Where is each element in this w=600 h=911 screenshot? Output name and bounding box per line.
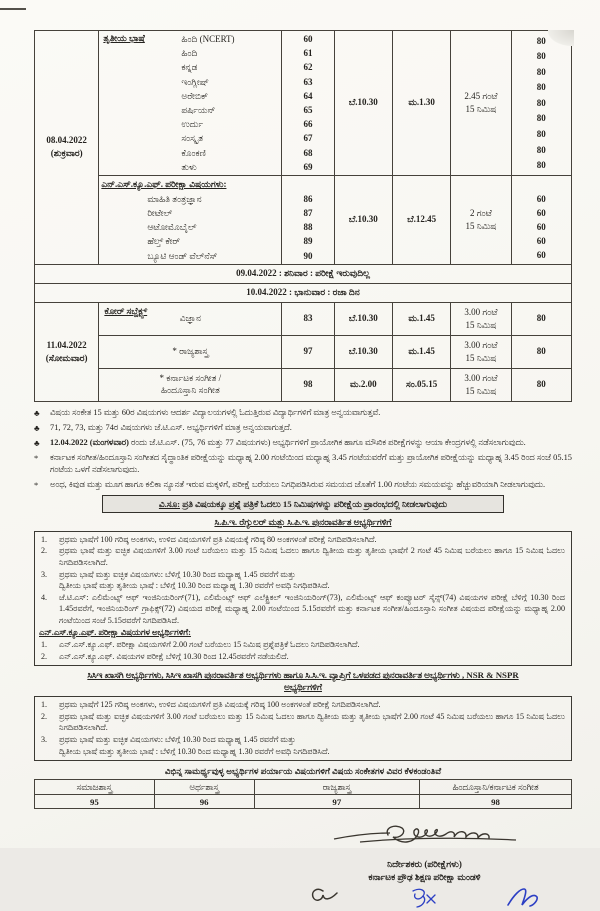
subject-code: 63 [303, 76, 313, 87]
list-number: 2. [41, 711, 48, 721]
list-number: 3. [41, 735, 48, 745]
subject-name: ಅರೇಬಿಕ್ [181, 90, 209, 101]
marks-value: 80 [536, 144, 546, 155]
subject-code: 65 [303, 104, 313, 115]
notice-label: ವಿ.ಸೂ: [158, 498, 180, 509]
subject-name [101, 370, 279, 400]
list-item [39, 711, 565, 734]
code-list [284, 32, 331, 174]
duration-cell [451, 31, 511, 176]
duration-line: 3.00 ಗಂಟೆ [464, 373, 498, 384]
table-row-nsqf [35, 175, 572, 264]
subject-group-cell [99, 368, 282, 401]
duration-line: 15 ನಿಮಿಷ [465, 220, 497, 231]
alt-column-header: ಸಮಾಜಶಾಸ್ತ್ರ [35, 780, 155, 795]
note-item [34, 437, 572, 450]
scan-artifact [0, 8, 26, 10]
holiday-note: 10.04.2022 : ಭಾನುವಾರ : ರಜಾ ದಿನ [35, 283, 572, 302]
list-number: 1. [41, 700, 48, 710]
subject-name: ಹಿಂದಿ [181, 48, 198, 59]
alt-column-header: ಅರ್ಥಶಾಸ್ತ್ರ [154, 780, 254, 795]
notice-box [102, 495, 504, 513]
exam-date: 11.04.2022 [46, 339, 87, 350]
list-number: 2. [41, 651, 48, 661]
exam-day: (ಸೋಮವಾರ) [45, 352, 88, 363]
duration-line: 2 ಗಂಟೆ [470, 208, 492, 219]
blue-signature-mark [504, 885, 540, 911]
subject-group-cell [99, 335, 282, 368]
marks-value: 60 [536, 236, 546, 247]
table-row-day1 [35, 31, 572, 176]
exam-date: 08.04.2022 [46, 135, 87, 146]
subject-code: 69 [303, 161, 313, 172]
list-item [39, 639, 565, 651]
subject-group-cell [99, 302, 282, 335]
list-text: ಪ್ರಥಮ ಭಾಷೆ ಮತ್ತು ಐಚ್ಛಿಕ ವಿಷಯಗಳಿಗೆ 3.00 ಗಂಟೆ ಬರೆಯಲು ಮತ್ತು 15 ನಿಮಿಷ ಓದಲು ಹಾಗೂ ದ್ವಿತೀಯ ಮತ್ತು ತೃತೀಯ ಭಾಷೆಗೆ 2 ಗಂಟೆ 45 ನಿಮಿಷ ಬರೆಯಲು ಹಾಗೂ 15 ನಿಮಿಷ ಓದಲು ನಿಗದಿಪಡಿಸಲಾಗಿದೆ. [59, 546, 565, 567]
start-time-cell: ಬೆ.10.30 [334, 31, 392, 176]
signatory-title: ನಿರ್ದೇಶಕರು (ಪರೀಕ್ಷೆಗಳು) [387, 859, 462, 870]
marks-value: 80 [536, 113, 546, 124]
list-item [39, 699, 565, 711]
marks-value: 80 [536, 160, 546, 171]
cpe-section-heading: ಸಿ.ಪಿ.ಇ. ರೆಗ್ಯುಲರ್ ಮತ್ತು ಸಿ.ಪಿ.ಇ. ಪುನರಾವರ್ತಿತ ಅಭ್ಯರ್ಥಿಗಳಿಗೆ [214, 516, 392, 527]
list-text: ಪ್ರಥಮ ಭಾಷೆ ಮತ್ತು ಐಚ್ಛಿಕ ವಿಷಯಗಳು: ಬೆಳಿಗ್ಗೆ 10.30 ರಿಂದ ಮಧ್ಯಾಹ್ನ 1.45 ರವರೆಗೆ ಮತ್ತು [59, 735, 296, 745]
alt-column-header: ರಾಜ್ಯಶಾಸ್ತ್ರ [254, 780, 419, 795]
subject-code: 60 [303, 34, 313, 44]
notes-section [34, 407, 572, 492]
alt-subject-code: 97 [254, 795, 419, 809]
nsqf-subject-cell [99, 175, 282, 264]
private-heading-line1: ಸಿಸಿಇ ಖಾಸಗಿ ಅಭ್ಯರ್ಥಿಗಳು, ಸಿಸಿಇ ಖಾಸಗಿ ಪುನರಾವರ್ತಿತ ಅಭ್ಯರ್ಥಿಗಳು ಹಾಗೂ ಸಿ.ಸಿ.ಇ. ವ್ಯಾಪ್ತಿಗೆ ಒಳಪಡದ ಪುನರಾವರ್ತಿತ ಅಭ್ಯರ್ಥಿಗಳು , NSR & NSPR [87, 670, 519, 681]
subject-code: 87 [303, 208, 313, 219]
nsqf-header: ಎನ್.ಎಸ್.ಕ್ಯೂ.ಎಫ್. ಪರೀಕ್ಷಾ ವಿಷಯಗಳು: [101, 178, 227, 189]
spacer [514, 177, 569, 192]
spacer [284, 177, 331, 192]
subject-code: 86 [303, 193, 313, 204]
note-body: ವಿಷಯ ಸಂಕೇತ 15 ಮತ್ತು 60ರ ವಿಷಯಗಳು ಆದರ್ಶ ವಿದ್ಯಾಲಯಗಳಲ್ಲಿ ಓದುತ್ತಿರುವ ವಿದ್ಯಾರ್ಥಿಗಳಿಗೆ ಮಾತ್ರ ಅನ್ವಯವಾಗುತ್ತವೆ. [50, 407, 381, 417]
note-item [34, 452, 572, 477]
start-time-cell: ಬೆ.10.30 [334, 175, 392, 264]
group-label: ಕೋರ್ ಸಬ್ಜೆಕ್ಟ್ಸ್ [104, 305, 148, 316]
list-item [39, 545, 565, 568]
end-time-cell: ಮ.1.45 [392, 302, 450, 335]
alt-column-header: ಹಿಂದೂಸ್ತಾನಿ/ಕರ್ನಾಟಕ ಸಂಗೀತ [420, 780, 572, 795]
duration-line: 3.00 ಗಂಟೆ [464, 340, 498, 351]
list-item [39, 592, 565, 627]
marks-value: 80 [536, 35, 546, 46]
group-label: ತೃತೀಯ ಭಾಷೆ [103, 33, 145, 43]
subject-name: ಕೊಂಕಣಿ [181, 147, 206, 158]
list-number: 1. [41, 640, 48, 650]
list-item [39, 534, 565, 546]
exam-day: (ಶುಕ್ರವಾರ) [50, 148, 83, 159]
list-text: ದ್ವಿತೀಯ ಭಾಷೆ ಮತ್ತು ತೃತೀಯ ಭಾಷೆ : ಬೆಳಿಗ್ಗೆ 10.30 ರಿಂದ ಮಧ್ಯಾಹ್ನ 1.30 ರವರೆಗೆ ಅವಧಿ ನಿಗದಿಪಡಿಸಿದೆ. [59, 746, 330, 756]
marks-value: 80 [511, 302, 571, 335]
marks-cell [511, 31, 571, 176]
note-text [50, 452, 572, 477]
club-bullet-icon: ♣ [34, 407, 40, 418]
subject-name: ಇಂಗ್ಲೀಷ್ [181, 76, 209, 87]
note-item [34, 422, 572, 435]
note-item [34, 479, 572, 492]
note-body: 71, 72, 73, ಮತ್ತು 74ರ ವಿಷಯಗಳು ಜೆ.ಟಿ.ಎಸ್. ಅಭ್ಯರ್ಥಿಗಳಿಗೆ ಮಾತ್ರ ಅನ್ವಯವಾಗುತ್ತದೆ. [50, 422, 292, 432]
marks-stack [514, 33, 569, 173]
table-row-day2 [35, 302, 572, 335]
list-text: ಪ್ರಥಮ ಭಾಷೆಗೆ 125 ಗರಿಷ್ಠ ಅಂಕಗಳು, ಉಳಿದ ವಿಷಯಗಳಿಗೆ ಪ್ರತಿ ವಿಷಯಕ್ಕೆ ಗರಿಷ್ಠ 100 ಅಂಕಗಳಂತೆ ಪರೀಕ್ಷೆ ನಿಗದಿಪಡಿಸಲಾಗಿದೆ. [59, 700, 381, 710]
duration-line: 15 ನಿಮಿಷ [465, 103, 497, 114]
subject-name: * ರಾಜ್ಯಶಾಸ್ತ್ರ [172, 346, 209, 357]
duration-line: 2.45 ಗಂಟೆ [464, 91, 498, 102]
subject-name: ಮಾಹಿತಿ ತಂತ್ರಜ್ಞಾನ [147, 193, 202, 204]
subject-code: 88 [303, 222, 313, 233]
notice-text: ಪ್ರತಿ ವಿಷಯಕ್ಕೂ ಪ್ರಶ್ನೆ ಪತ್ರಿಕೆ ಓದಲು 15 ನಿಮಿಷಗಳನ್ನು ಪರೀಕ್ಷೆಯ ಪ್ರಾರಂಭದಲ್ಲಿ ನೀಡಲಾಗುವುದು [180, 498, 448, 509]
list-text: ಪ್ರಥಮ ಭಾಷೆ ಮತ್ತು ಐಚ್ಛಿಕ ವಿಷಯಗಳು: ಬೆಳಿಗ್ಗೆ 10.30 ರಿಂದ ಮಧ್ಯಾಹ್ನ 1.45 ರವರೆಗೆ ಮತ್ತು [59, 569, 296, 579]
subject-name: ರೀಟೇಲ್ [147, 208, 173, 219]
duration-cell [451, 175, 511, 264]
list-text: ಪ್ರಥಮ ಭಾಷೆಗೆ 100 ಗರಿಷ್ಠ ಅಂಕಗಳು, ಉಳಿದ ವಿಷಯಗಳಿಗೆ ಪ್ರತಿ ವಿಷಯಕ್ಕೆ ಗರಿಷ್ಠ 80 ಅಂಕಗಳಂತೆ ಪರೀಕ್ಷೆ ನಿಗದಿಪಡಿಸಲಾಗಿದೆ. [59, 534, 377, 544]
duration-line: 3.00 ಗಂಟೆ [464, 307, 498, 318]
asterisk-bullet-icon: * [34, 480, 39, 491]
marks-value: 80 [536, 51, 546, 62]
marks-value: 80 [536, 82, 546, 93]
table-row-day2 [35, 335, 572, 368]
subject-name: ಬ್ಯೂಟಿ ಆಂಡ್ ವೆಲ್‌ನೆಸ್ [147, 250, 218, 261]
list-text: ಪ್ರಥಮ ಭಾಷೆ ಮತ್ತು ಐಚ್ಛಿಕ ವಿಷಯಗಳಿಗೆ 3.00 ಗಂಟೆ ಬರೆಯಲು ಮತ್ತು 15 ನಿಮಿಷ ಓದಲು ಹಾಗೂ ದ್ವಿತೀಯ ಮತ್ತು ತೃತೀಯ ಭಾಷೆಗೆ 2.00 ಗಂಟೆ 45 ನಿಮಿಷ ಬರೆಯಲು ಹಾಗೂ 15 ನಿಮಿಷ ಓದಲು ನಿಗದಿಪಡಿಸಲಾಗಿದೆ. [59, 711, 565, 733]
exam-date-cell [35, 302, 99, 401]
note-bold: 12.04.2022 (ಮಂಗಳವಾರ) [50, 437, 129, 447]
list-number: 1. [41, 534, 48, 544]
nsqf-candidates-heading: ಎನ್.ಎಸ್.ಕ್ಯೂ.ಎಫ್. ಪರೀಕ್ಷಾ ವಿಷಯಗಳ ಅಭ್ಯರ್ಥಿಗಳಿಗೆ: [39, 627, 191, 637]
exam-date-cell [35, 31, 99, 265]
subject-name-line: ಹಿಂದೂಸ್ತಾನಿ ಸಂಗೀತ [160, 384, 220, 395]
subject-group-cell [99, 31, 282, 176]
subject-name: ಉರ್ದು [181, 119, 204, 130]
subject-code: 67 [303, 133, 313, 144]
subject-code: 64 [303, 90, 313, 101]
marks-value: 80 [511, 368, 571, 401]
subject-code: 98 [282, 368, 334, 401]
end-time-cell: ಬೆ.12.45 [392, 175, 450, 264]
marks-value: 60 [536, 222, 546, 233]
alt-header-row [35, 780, 572, 795]
table-row-holiday [35, 283, 572, 302]
note-text [50, 479, 572, 492]
subject-name: ಹಿಂದಿ (NCERT) [181, 34, 235, 44]
subject-code: 90 [303, 250, 313, 261]
subject-name: ಆಟೋಮೊಬೈಲ್ [147, 222, 197, 233]
marks-value: 80 [536, 66, 546, 77]
note-body: ಅಂಧ, ಕಿವುಡ ಮತ್ತು ಮೂಗ ಹಾಗೂ ಕಲಿಕಾ ನ್ಯೂನತೆ ಇರುವ ಮಕ್ಕಳಿಗೆ, ಪರೀಕ್ಷೆ ಬರೆಯಲು ನಿಗಧಿಪಡಿಸಿರುವ ಸಮಯದ ಜೊತೆಗೆ 1.00 ಗಂಟೆಯ ಸಮಯವನ್ನು ಹೆಚ್ಚುವರಿಯಾಗಿ ನೀಡಲಾಗುವುದು. [50, 480, 546, 490]
list-number: 3. [41, 569, 48, 579]
subject-code: 97 [282, 335, 334, 368]
marks-value: 80 [536, 128, 546, 139]
note-item [34, 407, 572, 420]
private-heading-line2: ಅಭ್ಯರ್ಥಿಗಳಿಗೆ [284, 682, 322, 693]
duration-cell [451, 302, 511, 335]
marks-cell [511, 175, 571, 264]
duration-cell [451, 368, 511, 401]
end-time-cell: ಸಂ.05.15 [392, 368, 450, 401]
ink-initial-mark [309, 885, 339, 907]
alt-subject-code: 95 [35, 795, 155, 809]
asterisk-bullet-icon: * [34, 452, 39, 463]
end-time-cell: ಮ.1.45 [392, 335, 450, 368]
marks-value: 80 [536, 97, 546, 108]
list-text: ಎನ್.ಎಸ್.ಕ್ಯೂ.ಎಫ್. ಪರೀಕ್ಷಾ ವಿಷಯಗಳಿಗೆ 2.00 ಗಂಟೆ ಬರೆಯಲು 15 ನಿಮಿಷ ಪ್ರಶ್ನೆಪತ್ರಿಕೆ ಓದಲು ನಿಗದಿಪಡಿಸಲಾಗಿದೆ. [59, 640, 360, 650]
signatory-organization: ಕರ್ನಾಟಕ ಪ್ರೌಢ ಶಿಕ್ಷಣ ಪರೀಕ್ಷಾ ಮಂಡಳಿ [368, 872, 481, 883]
signature-block [307, 819, 542, 911]
private-rules-box [34, 696, 572, 761]
subject-code: 66 [303, 119, 313, 130]
subject-code-cell [282, 31, 334, 176]
table-row-day2 [35, 368, 572, 401]
note-text [50, 407, 572, 420]
marks-value: 60 [536, 208, 546, 219]
director-signature [330, 819, 520, 853]
list-item [39, 734, 565, 757]
nsqf-code-cell [282, 175, 334, 264]
duration-line: 15 ನಿಮಿಷ [465, 319, 497, 330]
subject-code: 83 [282, 302, 334, 335]
note-text [50, 422, 572, 435]
subject-name: ಹೆಲ್ತ್ ಕೇರ್ [147, 236, 181, 247]
subject-code: 61 [303, 48, 313, 59]
duration-line: 15 ನಿಮಿಷ [465, 352, 497, 363]
list-number: 4. [41, 592, 48, 602]
code-list [284, 192, 331, 263]
blue-initial-mark [405, 885, 439, 911]
subject-name-line: * ಕರ್ನಾಟಕ ಸಂಗೀತ / [159, 373, 222, 384]
start-time-cell: ಬೆ.10.30 [334, 302, 392, 335]
start-time-cell: ಮ.2.00 [334, 368, 392, 401]
club-bullet-icon: ♣ [34, 422, 40, 433]
list-text: ದ್ವಿತೀಯ ಭಾಷೆ ಮತ್ತು ತೃತೀಯ ಭಾಷೆ : ಬೆಳಿಗ್ಗೆ 10.30 ರಿಂದ ಮಧ್ಯಾಹ್ನ 1.30 ರವರೆಗೆ ಅವಧಿ ನಿಗಧಿಪಡಿಸಿದೆ. [59, 581, 330, 591]
list-item [39, 651, 565, 663]
ink-marks-row [307, 885, 542, 911]
marks-stack [514, 192, 569, 262]
alt-subjects-table [34, 779, 572, 809]
duration-line: 15 ನಿಮಿಷ [465, 385, 497, 396]
end-time-cell: ಮ.1.30 [392, 31, 450, 176]
alt-subject-code: 96 [154, 795, 254, 809]
start-time-cell: ಬೆ.10.30 [334, 335, 392, 368]
list-text: ಜೆ.ಟಿ.ಎಸ್: ಎಲಿಮೆಂಟ್ಸ್ ಆಫ್ ಇಂಜಿನಿಯರಿಂಗ್(71), ಎಲಿಮೆಂಟ್ಸ್ ಆಫ್ ಎಲೆಕ್ಟ್ರಿಕಲ್ ಇಂಜಿನಿಯರಿಂಗ್(73), ಎಲಿಮೆಂಟ್ಸ್ ಆಫ್ ಕಂಪ್ಯೂಟರ್ ಸೈನ್ಸ್(74) ವಿಷಯಗಳ ಪರೀಕ್ಷೆ ಬೆಳಿಗ್ಗೆ 10.30 ರಿಂದ 1.45ರವರೆಗೆ, ಇಂಜಿನಿಯರಿಂಗ್ ಗ್ರಾಫಿಕ್ಸ್(72) ವಿಷಯದ ಪರೀಕ್ಷೆ ಮಧ್ಯಾಹ್ನ 2.00 ಗಂಟೆಯಿಂದ 5.15ರವರೆಗೆ ಮತ್ತು ಕರ್ನಾಟಕ ಸಂಗೀತ/ಹಿಂದೂಸ್ತಾನಿ ಸಂಗೀತ ವಿಷಯದ ಪರೀಕ್ಷೆಯನ್ನು ಮಧ್ಯಾಹ್ನ 2.00 ಗಂಟೆಯಿಂದ ಸಂಜೆ 5.15ರವರೆಗೆ ನಿಗದಿಪಡಿಸಿದೆ. [59, 592, 565, 625]
table-row-holiday [35, 264, 572, 283]
subject-name: ಕನ್ನಡ [181, 62, 198, 73]
duration-cell [451, 335, 511, 368]
marks-value: 60 [536, 250, 546, 261]
subject-list [181, 32, 279, 174]
list-number: 2. [41, 546, 48, 556]
marks-value: 60 [536, 194, 546, 205]
subject-name: ಪರ್ಷಿಯನ್ [181, 104, 216, 115]
alt-subjects-heading: ವಿಭಿನ್ನ ಸಾಮರ್ಥ್ಯವುಳ್ಳ ಅಭ್ಯರ್ಥಿಗಳ ಪರ್ಯಾಯ ವಿಷಯಗಳಿಗೆ ವಿಷಯ ಸಂಕೇತಗಳ ವಿವರ ಕೆಳಕಂಡಂತಿವೆ [164, 766, 442, 777]
note-body: ರಂದು ಜೆ.ಟಿ.ಎಸ್. (75, 76 ಮತ್ತು 77 ವಿಷಯಗಳು) ಅಭ್ಯರ್ಥಿಗಳಿಗೆ ಪ್ರಾಯೋಗಿಕ ಹಾಗೂ ಮೌಖಿಕ ಪರೀಕ್ಷೆಗಳನ್ನು ಆಯಾ ಕೇಂದ್ರಗಳಲ್ಲಿ ನಡೆಸಲಾಗುವುದು. [128, 437, 526, 447]
marks-value: 80 [511, 335, 571, 368]
subject-code: 68 [303, 147, 313, 158]
alt-code-row [35, 795, 572, 809]
private-section-heading [34, 669, 572, 693]
list-text: ಎನ್.ಎಸ್.ಕ್ಯೂ.ಎಫ್. ವಿಷಯಗಳ ಪರೀಕ್ಷೆ ಬೆಳಿಗ್ಗೆ 10.30 ರಿಂದ 12.45ರವರೆಗೆ ನಡೆಯಲಿದೆ. [59, 651, 289, 661]
cpe-rules-box [34, 531, 572, 666]
subject-name: ತುಳು [181, 161, 197, 172]
subject-name: ವಿಜ್ಞಾನ [179, 312, 202, 323]
subject-name: ಸಂಸ್ಕೃತ [181, 133, 203, 144]
exam-timetable [34, 30, 572, 402]
club-bullet-icon: ♣ [34, 437, 40, 448]
nsqf-subject-list [101, 192, 279, 263]
list-item [39, 569, 565, 592]
subject-code: 89 [303, 236, 313, 247]
holiday-note: 09.04.2022 : ಶನಿವಾರ : ಪರೀಕ್ಷೆ ಇರುವುದಿಲ್ಲ [35, 264, 572, 283]
note-body: ಕರ್ನಾಟಕ ಸಂಗೀತ/ಹಿಂದೂಸ್ತಾನಿ ಸಂಗೀತದ ಸೈದ್ಧಾಂತಿಕ ಪರೀಕ್ಷೆಯನ್ನು ಮಧ್ಯಾಹ್ನ 2.00 ಗಂಟೆಯಿಂದ ಮಧ್ಯಾಹ್ನ 3.45 ಗಂಟೆಯವರೆಗೆ ಮತ್ತು ಪ್ರಾಯೋಗಿಕ ಪರೀಕ್ಷೆಯನ್ನು ಮಧ್ಯಾಹ್ನ 3.45 ರಿಂದ ಸಂಜೆ 05.15 ಗಂಟೆಯ ಒಳಗೆ ನಡೆಸಲಾಗುವುದು. [50, 452, 572, 475]
note-text [50, 437, 572, 450]
alt-subject-code: 98 [420, 795, 572, 809]
subject-code: 62 [303, 62, 313, 73]
